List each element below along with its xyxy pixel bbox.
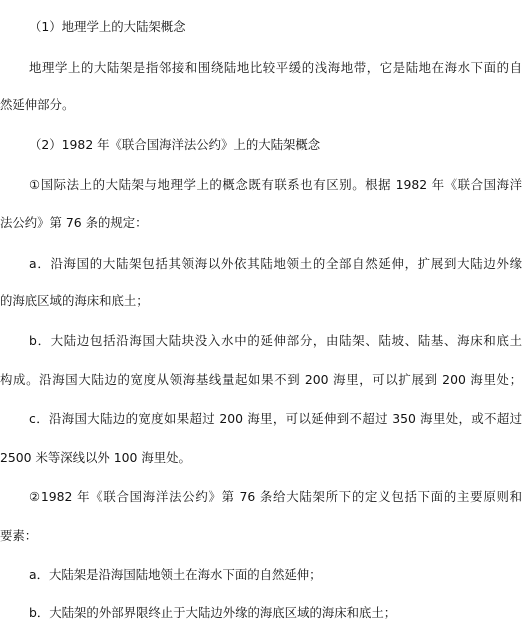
paragraph-line: 然延伸部分。 xyxy=(0,97,75,112)
list-item-line: 的海底区域的海床和底土； xyxy=(0,293,149,308)
list-item-line: a．大陆架是沿海国陆地领土在海水下面的自然延伸； xyxy=(29,567,322,582)
paragraph-line: 要素： xyxy=(0,528,38,543)
paragraph-line: ②1982 年《联合国海洋法公约》第 76 条给大陆架所下的定义包括下面的主要原则和 xyxy=(29,489,522,504)
list-item-line: 构成。沿海国大陆边的宽度从领海基线量起如果不到 200 海里，可以扩展到 200 海里处； xyxy=(0,372,522,387)
list-item-line: b．大陆边包括沿海国大陆块没入水中的延伸部分，由陆架、陆坡、陆基、海床和底土 xyxy=(29,333,522,348)
paragraph-line: 法公约》第 76 条的规定： xyxy=(0,215,148,230)
list-item-line: c．沿海国大陆边的宽度如果超过 200 海里，可以延伸到不超过 350 海里处，或不超过 xyxy=(29,411,522,426)
list-item-line: a．沿海国的大陆架包括其领海以外依其陆地领土的全部自然延伸，扩展到大陆边外缘 xyxy=(29,256,522,271)
paragraph-line: 地理学上的大陆架是指邻接和围绕陆地比较平缓的浅海地带，它是陆地在海水下面的自 xyxy=(29,60,522,75)
paragraph-line: ①国际法上的大陆架与地理学上的概念既有联系也有区别。根据 1982 年《联合国海洋 xyxy=(29,177,522,192)
section-heading-1: （1）地理学上的大陆架概念 xyxy=(29,19,186,34)
section-heading-2: （2）1982 年《联合国海洋法公约》上的大陆架概念 xyxy=(29,137,321,152)
list-item-line: b．大陆架的外部界限终止于大陆边外缘的海底区域的海床和底土； xyxy=(29,605,397,620)
list-item-line: 2500 米等深线以外 100 海里处。 xyxy=(0,450,191,465)
